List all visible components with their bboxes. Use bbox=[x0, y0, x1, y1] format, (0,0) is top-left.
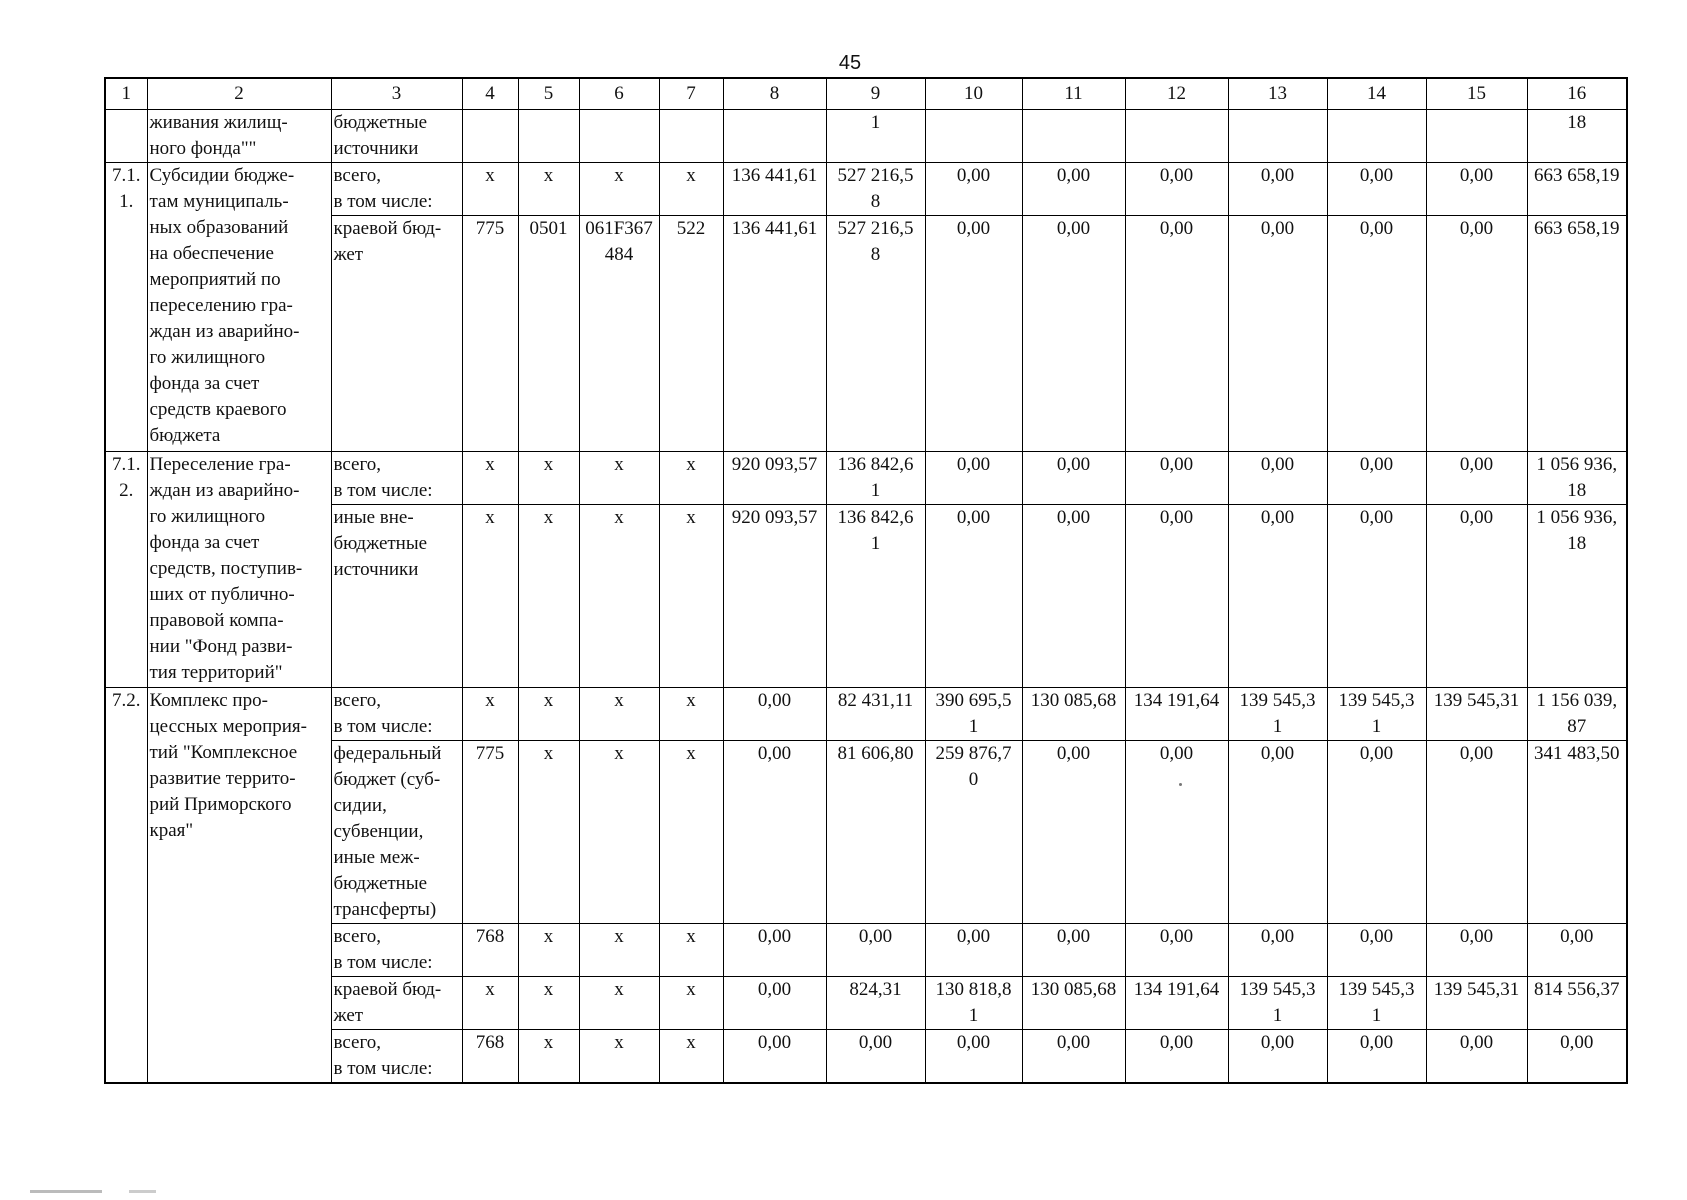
value-cell: 0,00 bbox=[1426, 741, 1527, 924]
value-cell: 0,00 bbox=[1125, 216, 1228, 452]
value-cell: 0,00 bbox=[723, 924, 826, 977]
funding-source-cell: краевой бюд- жет bbox=[331, 977, 462, 1030]
value-cell: 139 545,3 1 bbox=[1228, 977, 1327, 1030]
value-cell: 663 658,19 bbox=[1527, 163, 1627, 216]
value-cell: 136 441,61 bbox=[723, 216, 826, 452]
value-cell: 0,00 bbox=[1125, 452, 1228, 505]
value-cell: 0,00 bbox=[826, 924, 925, 977]
value-cell: x bbox=[518, 1030, 579, 1084]
value-cell: 1 156 039, 87 bbox=[1527, 688, 1627, 741]
column-number: 15 bbox=[1426, 78, 1527, 110]
value-cell: x bbox=[518, 688, 579, 741]
value-cell: x bbox=[518, 452, 579, 505]
value-cell: 522 bbox=[659, 216, 723, 452]
value-cell: 1 056 936, 18 bbox=[1527, 452, 1627, 505]
value-cell: 0,00 bbox=[1125, 505, 1228, 688]
value-cell: x bbox=[462, 452, 518, 505]
funding-source-cell: всего, в том числе: bbox=[331, 163, 462, 216]
column-number: 9 bbox=[826, 78, 925, 110]
value-cell: 0,00 bbox=[826, 1030, 925, 1084]
column-number-row bbox=[105, 78, 1627, 110]
value-cell: x bbox=[579, 505, 659, 688]
scan-artifact bbox=[30, 1190, 210, 1193]
index-cell: 7.2. bbox=[105, 688, 147, 1084]
value-cell: 0,00 bbox=[925, 505, 1022, 688]
value-cell: 0,00 bbox=[1228, 1030, 1327, 1084]
value-cell: x bbox=[462, 163, 518, 216]
value-cell: x bbox=[659, 741, 723, 924]
funding-source-cell: краевой бюд- жет bbox=[331, 216, 462, 452]
value-cell: 130 818,8 1 bbox=[925, 977, 1022, 1030]
value-cell: 139 545,31 bbox=[1426, 977, 1527, 1030]
value-cell: 0,00 bbox=[1125, 741, 1228, 924]
value-cell: 824,31 bbox=[826, 977, 925, 1030]
column-number: 10 bbox=[925, 78, 1022, 110]
value-cell: x bbox=[659, 977, 723, 1030]
value-cell: 0,00 bbox=[723, 977, 826, 1030]
column-number: 3 bbox=[331, 78, 462, 110]
table-row bbox=[105, 741, 1627, 924]
value-cell: x bbox=[579, 977, 659, 1030]
value-cell: 139 545,3 1 bbox=[1327, 688, 1426, 741]
value-cell: 0,00 bbox=[1327, 505, 1426, 688]
value-cell: 130 085,68 bbox=[1022, 977, 1125, 1030]
value-cell: 0,00 bbox=[1527, 924, 1627, 977]
value-cell: x bbox=[462, 505, 518, 688]
value-cell: x bbox=[659, 505, 723, 688]
value-cell: 527 216,5 8 bbox=[826, 163, 925, 216]
value-cell: 0,00 bbox=[1327, 924, 1426, 977]
measure-name-cell: Комплекс про- цессных мероприя- тий "Комплексное развитие террито- рий Приморского края" bbox=[147, 688, 331, 1084]
column-number: 1 bbox=[105, 78, 147, 110]
scan-speck bbox=[1179, 783, 1182, 786]
value-cell: 0,00 bbox=[1228, 452, 1327, 505]
value-cell: 136 842,6 1 bbox=[826, 452, 925, 505]
measure-name-cell: живания жилищ- ного фонда"" bbox=[147, 110, 331, 163]
table-row bbox=[105, 505, 1627, 688]
value-cell: 0,00 bbox=[1125, 1030, 1228, 1084]
column-number: 12 bbox=[1125, 78, 1228, 110]
value-cell: 0,00 bbox=[1426, 163, 1527, 216]
value-cell: x bbox=[579, 163, 659, 216]
value-cell: 390 695,5 1 bbox=[925, 688, 1022, 741]
column-number: 11 bbox=[1022, 78, 1125, 110]
value-cell: 0,00 bbox=[1527, 1030, 1627, 1084]
page-number: 45 bbox=[838, 52, 862, 74]
value-cell: 0,00 bbox=[1327, 216, 1426, 452]
value-cell: 136 842,6 1 bbox=[826, 505, 925, 688]
value-cell: 0,00 bbox=[1022, 452, 1125, 505]
value-cell: 0,00 bbox=[1125, 924, 1228, 977]
value-cell: 134 191,64 bbox=[1125, 688, 1228, 741]
value-cell: 82 431,11 bbox=[826, 688, 925, 741]
value-cell: x bbox=[659, 1030, 723, 1084]
value-cell: 768 bbox=[462, 924, 518, 977]
value-cell: x bbox=[659, 163, 723, 216]
value-cell: 0,00 bbox=[1327, 163, 1426, 216]
value-cell: 775 bbox=[462, 741, 518, 924]
column-number: 2 bbox=[147, 78, 331, 110]
table-row bbox=[105, 163, 1627, 216]
value-cell: 0,00 bbox=[1022, 505, 1125, 688]
column-number: 8 bbox=[723, 78, 826, 110]
value-cell: 0,00 bbox=[1327, 1030, 1426, 1084]
value-cell: 0,00 bbox=[925, 924, 1022, 977]
value-cell: 0,00 bbox=[1228, 216, 1327, 452]
value-cell: 134 191,64 bbox=[1125, 977, 1228, 1030]
funding-source-cell: федеральный бюджет (суб- сидии, субвенции, иные меж- бюджетные трансферты) bbox=[331, 741, 462, 924]
value-cell: x bbox=[462, 688, 518, 741]
value-cell: 0,00 bbox=[925, 216, 1022, 452]
value-cell: 775 bbox=[462, 216, 518, 452]
measure-name-cell: Субсидии бюдже- там муниципаль- ных образований на обеспечение мероприятий по переселению гра- ждан из аварийно- го жилищного фонда за счет средств краевого бюджета bbox=[147, 163, 331, 452]
funding-source-cell: всего, в том числе: bbox=[331, 1030, 462, 1084]
column-number: 16 bbox=[1527, 78, 1627, 110]
table-row bbox=[105, 216, 1627, 452]
index-cell: 7.1. 1. bbox=[105, 163, 147, 452]
value-cell: 0,00 bbox=[1426, 924, 1527, 977]
value-cell: 663 658,19 bbox=[1527, 216, 1627, 452]
value-cell: 0,00 bbox=[723, 1030, 826, 1084]
table-row bbox=[105, 1030, 1627, 1084]
value-cell: x bbox=[462, 977, 518, 1030]
value-cell: 0,00 bbox=[925, 1030, 1022, 1084]
value-cell: 0,00 bbox=[925, 452, 1022, 505]
column-number: 14 bbox=[1327, 78, 1426, 110]
value-cell: 0,00 bbox=[1327, 452, 1426, 505]
table-row bbox=[105, 110, 1627, 163]
value-cell: 0,00 bbox=[1426, 1030, 1527, 1084]
value-cell: x bbox=[579, 688, 659, 741]
value-cell: x bbox=[579, 1030, 659, 1084]
value-cell: x bbox=[659, 924, 723, 977]
value-cell: x bbox=[659, 688, 723, 741]
value-cell: 527 216,5 8 bbox=[826, 216, 925, 452]
value-cell: 0,00 bbox=[925, 163, 1022, 216]
table-row bbox=[105, 688, 1627, 741]
value-cell: x bbox=[579, 924, 659, 977]
value-cell: x bbox=[579, 452, 659, 505]
column-number: 13 bbox=[1228, 78, 1327, 110]
funding-source-cell: всего, в том числе: bbox=[331, 924, 462, 977]
table-row bbox=[105, 924, 1627, 977]
value-cell: 0,00 bbox=[1426, 452, 1527, 505]
value-cell: 259 876,7 0 bbox=[925, 741, 1022, 924]
value-cell: 139 545,31 bbox=[1426, 688, 1527, 741]
value-cell: 0,00 bbox=[1125, 163, 1228, 216]
value-cell: 0501 bbox=[518, 216, 579, 452]
value-cell: 1 056 936, 18 bbox=[1527, 505, 1627, 688]
value-cell: 1 bbox=[826, 110, 925, 163]
value-cell: 0,00 bbox=[1228, 505, 1327, 688]
value-cell: 061F367 484 bbox=[579, 216, 659, 452]
value-cell: x bbox=[518, 163, 579, 216]
value-cell: 130 085,68 bbox=[1022, 688, 1125, 741]
column-number: 4 bbox=[462, 78, 518, 110]
funding-source-cell: иные вне- бюджетные источники bbox=[331, 505, 462, 688]
value-cell: 18 bbox=[1527, 110, 1627, 163]
value-cell: x bbox=[659, 452, 723, 505]
value-cell: 0,00 bbox=[1022, 216, 1125, 452]
value-cell: 814 556,37 bbox=[1527, 977, 1627, 1030]
value-cell: 139 545,3 1 bbox=[1327, 977, 1426, 1030]
value-cell: 0,00 bbox=[1228, 924, 1327, 977]
column-number: 7 bbox=[659, 78, 723, 110]
value-cell: 0,00 bbox=[1426, 216, 1527, 452]
value-cell: 136 441,61 bbox=[723, 163, 826, 216]
value-cell: x bbox=[518, 977, 579, 1030]
value-cell: 0,00 bbox=[1022, 1030, 1125, 1084]
value-cell: 920 093,57 bbox=[723, 452, 826, 505]
value-cell: x bbox=[518, 924, 579, 977]
column-number: 6 bbox=[579, 78, 659, 110]
value-cell: 0,00 bbox=[1426, 505, 1527, 688]
value-cell: 0,00 bbox=[1022, 741, 1125, 924]
value-cell: 920 093,57 bbox=[723, 505, 826, 688]
value-cell: 81 606,80 bbox=[826, 741, 925, 924]
value-cell: x bbox=[518, 505, 579, 688]
funding-source-cell: всего, в том числе: bbox=[331, 452, 462, 505]
column-number: 5 bbox=[518, 78, 579, 110]
budget-table bbox=[104, 77, 1628, 1084]
funding-source-cell: бюджетные источники bbox=[331, 110, 462, 163]
value-cell: 341 483,50 bbox=[1527, 741, 1627, 924]
value-cell: 0,00 bbox=[1228, 163, 1327, 216]
measure-name-cell: Переселение гра- ждан из аварийно- го жилищного фонда за счет средств, поступив- ших от публично- правовой компа- нии "Фонд разви- тия территорий" bbox=[147, 452, 331, 688]
value-cell: 0,00 bbox=[723, 688, 826, 741]
value-cell: 0,00 bbox=[1022, 163, 1125, 216]
value-cell: x bbox=[518, 741, 579, 924]
value-cell: 0,00 bbox=[1022, 924, 1125, 977]
value-cell: 0,00 bbox=[723, 741, 826, 924]
index-cell bbox=[105, 110, 147, 163]
table-row bbox=[105, 452, 1627, 505]
value-cell: 768 bbox=[462, 1030, 518, 1084]
index-cell: 7.1. 2. bbox=[105, 452, 147, 688]
value-cell: 0,00 bbox=[1327, 741, 1426, 924]
value-cell: x bbox=[579, 741, 659, 924]
table-row bbox=[105, 977, 1627, 1030]
value-cell: 0,00 bbox=[1228, 741, 1327, 924]
value-cell: 139 545,3 1 bbox=[1228, 688, 1327, 741]
funding-source-cell: всего, в том числе: bbox=[331, 688, 462, 741]
